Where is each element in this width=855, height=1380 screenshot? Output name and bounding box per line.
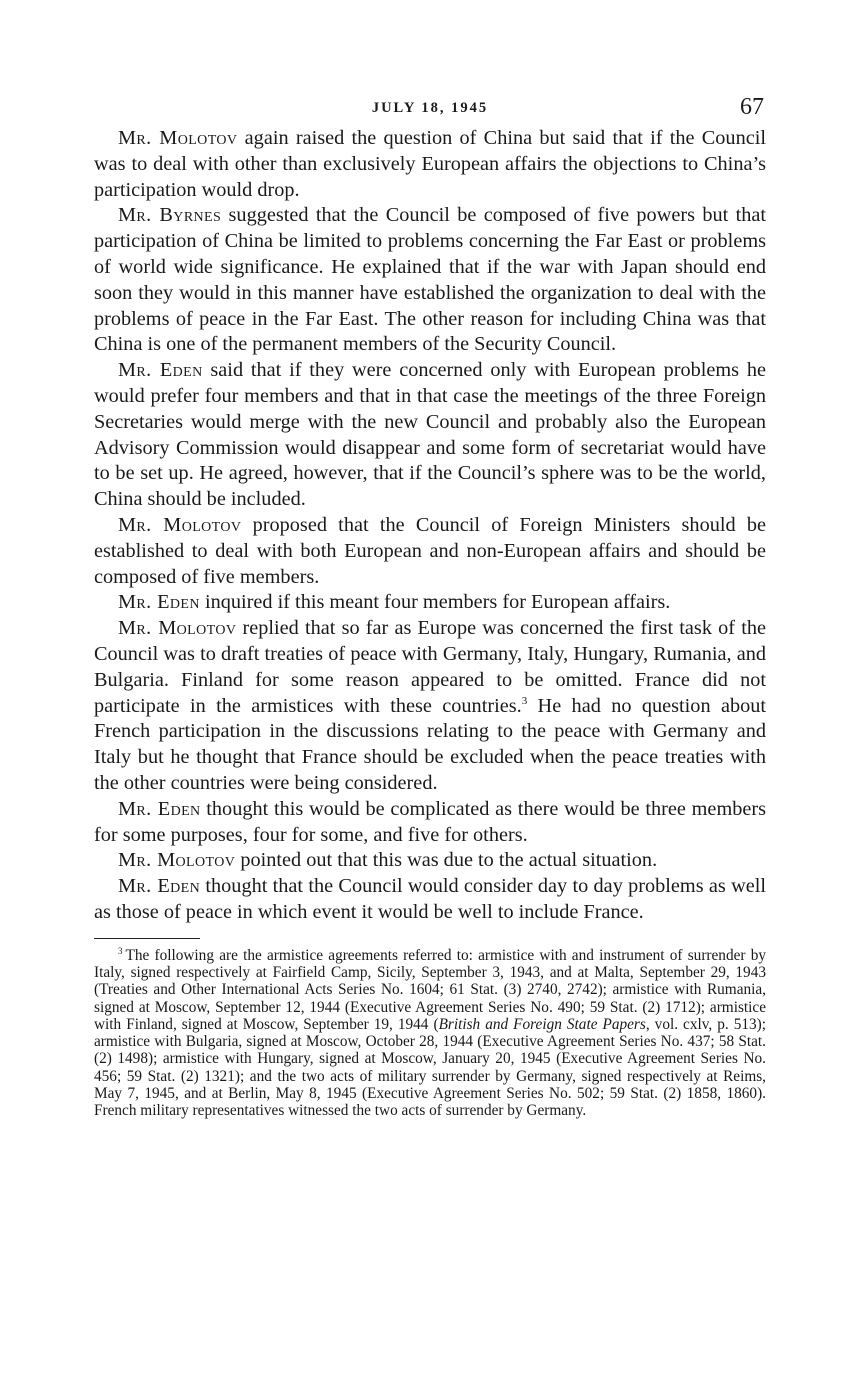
- speaker-name: Mr. Molotov: [118, 849, 236, 872]
- speaker-name: Mr. Eden: [118, 875, 201, 898]
- running-title: JULY 18, 1945: [371, 100, 489, 116]
- paragraph-text: inquired if this meant four members for European affairs.: [199, 591, 671, 614]
- paragraph-text: thought that the Council would consider day to day problems as well as those of peace in which event it would be well to include France.: [94, 875, 766, 923]
- speaker-name: Mr. Molotov: [118, 127, 238, 149]
- page-number: 67: [740, 94, 764, 120]
- footnote-reference[interactable]: 3: [521, 694, 528, 707]
- speaker-name: Mr. Molotov: [118, 513, 242, 536]
- footnote: [94, 947, 766, 1120]
- paragraph-text: again raised the question of China but said that if the Council was to deal with other than exclusively European affairs the objections to China’s participation would drop.: [94, 127, 766, 201]
- speaker-name: Mr. Eden: [118, 591, 200, 614]
- speaker-name: Mr. Molotov: [118, 617, 237, 640]
- paragraph-text-continued: He had no question about French participation in the discussions relating to the peace with Germany and Italy but he thought that France should be excluded when the peace treaties with the other countries were being considered.: [94, 694, 766, 794]
- footnote-divider: [94, 938, 200, 939]
- paragraph-text: suggested that the Council be composed of five powers but that participation of China be limited to problems concerning the Far East or problems of world wide significance. He explained that if the war with Japan should end soon they would in this manner have established the organization to deal with the problems of peace in the Far East. The other reason for including China was that China is one of the permanent members of the Security Council.: [94, 204, 766, 356]
- paragraph: [94, 616, 766, 797]
- footnote-italic-title: British and Foreign State Papers: [438, 1015, 646, 1033]
- paragraph-text: proposed that the Council of Foreign Ministers should be established to deal with both European and non-European affairs and should be composed of five members.: [94, 513, 766, 588]
- paragraph: [94, 126, 766, 203]
- paragraph: [94, 590, 766, 616]
- running-header: [94, 92, 766, 126]
- paragraph-text: said that if they were concerned only with European problems he would prefer four members and that in that case the meetings of the three Foreign Secretaries would merge with the new Council and probably also the European Advisory Commission would disappear and some form of secretariat would have to be set up. He agreed, however, that if the Council’s sphere was to be the world, China should be included.: [94, 359, 766, 511]
- paragraph: [94, 203, 766, 358]
- paragraph-text: pointed out that this was due to the actual situation.: [235, 849, 658, 872]
- footnote-text: The following are the armistice agreements referred to: armistice with and instrument of surrender by Italy, signed respectively at Fairfield Camp, Sicily, September 3, 1943, and at Malta, September 29, 1943 (Treaties and Other International Acts Series No. 1604; 61 Stat. (3) 2740, 2742); armistice with Rumania, signed at Moscow, September 12, 1944 (Executive Agreement Series No. 490; 59 Stat. (2) 1712); armistice with Finland, signed at Moscow, September 19, 1944 (: [94, 946, 766, 1033]
- paragraph: [94, 513, 766, 590]
- body-text: [94, 126, 766, 926]
- speaker-name: Mr. Eden: [118, 359, 203, 382]
- paragraph: [94, 797, 766, 849]
- paragraph: [94, 358, 766, 513]
- speaker-name: Mr. Byrnes: [118, 204, 222, 227]
- paragraph-text: thought this would be complicated as there would be three members for some purposes, four for some, and five for others.: [94, 797, 767, 846]
- speaker-name: Mr. Eden: [118, 797, 201, 820]
- paragraph: [94, 848, 766, 874]
- paragraph-text: replied that so far as Europe was concerned the first task of the Council was to draft treaties of peace with Germany, Italy, Hungary, Rumania, and Bulgaria. Finland for some reason appeared to be omitted. France did not participate in the armistices with these countries.: [94, 617, 766, 717]
- footnote-mark: 3: [118, 945, 123, 956]
- document-page: [94, 92, 766, 1120]
- paragraph: [94, 874, 766, 926]
- footnote-text-continued: , vol. cxlv, p. 513); armistice with Bulgaria, signed at Moscow, October 28, 1944 (Executive Agreement Series No. 437; 58 Stat. (2) 1498); armistice with Hungary, signed at Moscow, January 20, 1945 (Executive Agreement Series No. 456; 59 Stat. (2) 1321); and the two acts of military surrender by Germany, signed respectively at Reims, May 7, 1945, and at Berlin, May 8, 1945 (Executive Agreement Series No. 502; 59 Stat. (2) 1858, 1860). French military representatives witnessed the two acts of surrender by Germany.: [94, 1015, 767, 1120]
